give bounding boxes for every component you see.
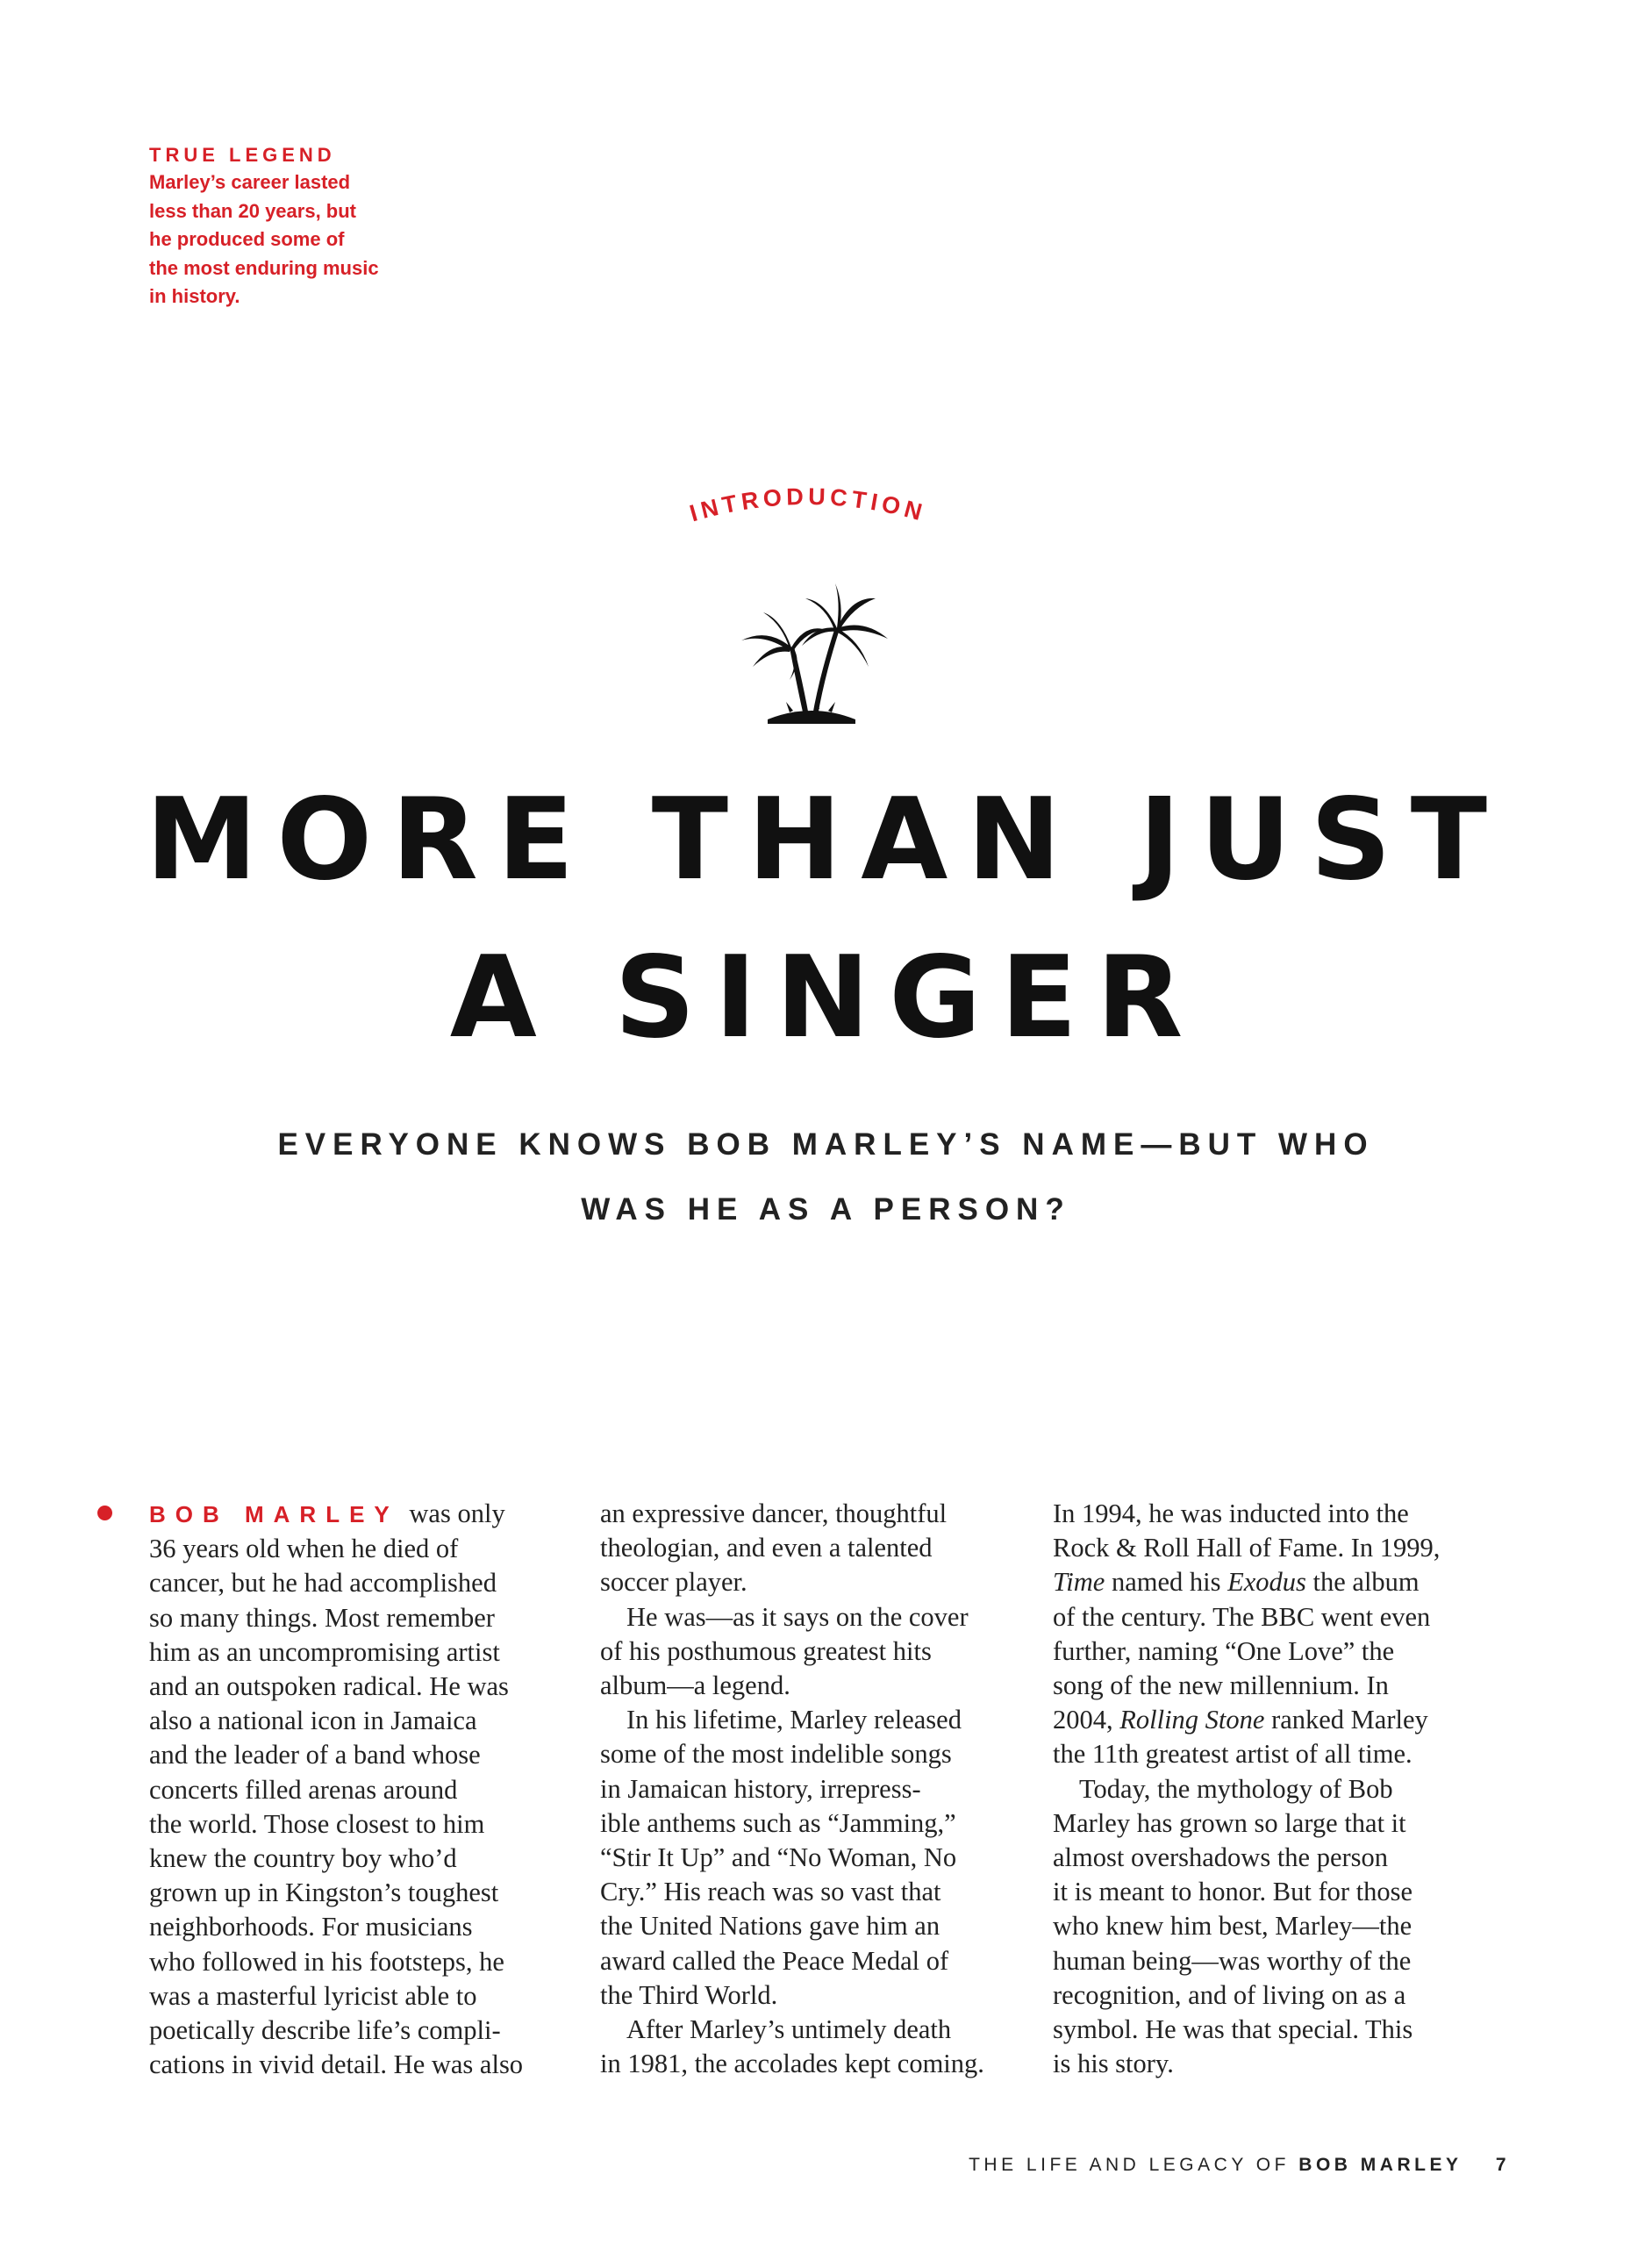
caption-line: Marley’s career lasted bbox=[149, 171, 351, 193]
text-line: In 1994, he was inducted into the bbox=[1053, 1499, 1409, 1528]
text-line: In his lifetime, Marley released bbox=[626, 1705, 962, 1735]
running-footer bbox=[969, 2155, 1510, 2176]
text-line: who knew him best, Marley—the bbox=[1053, 1911, 1412, 1942]
text-line: almost overshadows the person bbox=[1053, 1842, 1389, 1873]
page-number: 7 bbox=[1495, 2155, 1510, 2175]
text-line: soccer player. bbox=[600, 1567, 747, 1598]
text-line: cancer, but he had accomplished bbox=[149, 1568, 497, 1599]
text-line: song of the new millennium. In bbox=[1053, 1670, 1389, 1701]
text-line: in Jamaican history, irrepress- bbox=[600, 1773, 921, 1804]
text-line: some of the most indelible songs bbox=[600, 1739, 952, 1770]
footer-title: THE LIFE AND LEGACY OF bbox=[969, 2155, 1290, 2175]
text-line: Cry.” His reach was so vast that bbox=[600, 1877, 941, 1907]
text-line: 36 years old when he died of bbox=[149, 1534, 459, 1564]
text-line: Today, the mythology of Bob bbox=[1079, 1773, 1393, 1804]
article-body bbox=[0, 1497, 1652, 2093]
text-line: recognition, and of living on as a bbox=[1053, 1979, 1406, 2010]
text-line: Rock & Roll Hall of Fame. In 1999, bbox=[1053, 1533, 1441, 1563]
text-line: of the century. The BBC went even bbox=[1053, 1601, 1431, 1632]
text-line: After Marley’s untimely death bbox=[626, 2014, 952, 2045]
text-line: grown up in Kingston’s toughest bbox=[149, 1878, 499, 1908]
text-line: the world. Those closest to him bbox=[149, 1808, 485, 1839]
text-line: the 11th greatest artist of all time. bbox=[1053, 1739, 1412, 1770]
text-line: He was—as it says on the cover bbox=[626, 1601, 969, 1632]
text-line: cations in vivid detail. He was also bbox=[149, 2049, 524, 2080]
publication-title: Rolling Stone bbox=[1119, 1705, 1265, 1735]
album-title: Exodus bbox=[1227, 1567, 1306, 1598]
text-line: in 1981, the accolades kept coming. bbox=[600, 2049, 984, 2079]
text-line bbox=[1053, 1565, 1483, 1599]
publication-title: Time bbox=[1053, 1567, 1105, 1598]
text-line: “Stir It Up” and “No Woman, No bbox=[600, 1842, 957, 1873]
palm-trees-icon bbox=[728, 579, 895, 728]
text-line: and an outspoken radical. He was bbox=[149, 1671, 509, 1702]
subheadline bbox=[0, 1112, 1652, 1242]
headline-line-2: A SINGER bbox=[449, 933, 1203, 1063]
text-line: ible anthems such as “Jamming,” bbox=[600, 1807, 956, 1838]
text-line: of his posthumous greatest hits bbox=[600, 1635, 932, 1666]
text-line: neighborhoods. For musicians bbox=[149, 1912, 473, 1942]
text-line: human being—was worthy of the bbox=[1053, 1945, 1412, 1976]
text-line: album—a legend. bbox=[600, 1670, 790, 1701]
text-line: knew the country boy who’d bbox=[149, 1843, 457, 1874]
text-line bbox=[149, 1497, 579, 1532]
section-label-text: INTRODUCTION bbox=[686, 483, 929, 527]
photo-caption bbox=[149, 142, 430, 311]
subhead-line-2: WAS HE AS A PERSON? bbox=[581, 1192, 1071, 1227]
text-line: also a national icon in Jamaica bbox=[149, 1706, 477, 1736]
text-line: him as an uncompromising artist bbox=[149, 1636, 500, 1667]
subhead-line-1: EVERYONE KNOWS BOB MARLEY’S NAME—BUT WHO bbox=[277, 1127, 1375, 1162]
text-line: symbol. He was that special. This bbox=[1053, 2014, 1413, 2045]
caption-line: the most enduring music bbox=[149, 256, 379, 279]
text-line: who followed in his footsteps, he bbox=[149, 1946, 504, 1977]
text-line: the Third World. bbox=[600, 1979, 778, 2010]
lead-name: BOB MARLEY bbox=[149, 1501, 399, 1527]
text-line: the United Nations gave him an bbox=[600, 1911, 940, 1942]
headline-line-1: MORE THAN JUST bbox=[146, 775, 1506, 905]
text-fragment: the album bbox=[1305, 1567, 1420, 1598]
text-line: was a masterful lyricist able to bbox=[149, 1980, 477, 2011]
caption-text bbox=[149, 168, 430, 311]
text-line: concerts filled arenas around bbox=[149, 1774, 458, 1805]
text-line: Marley has grown so large that it bbox=[1053, 1807, 1406, 1838]
column-1 bbox=[149, 1497, 579, 2082]
text-line: so many things. Most remember bbox=[149, 1602, 495, 1633]
headline bbox=[0, 762, 1652, 1077]
caption-line: in history. bbox=[149, 285, 240, 307]
text-line: award called the Peace Medal of bbox=[600, 1945, 949, 1976]
caption-line: less than 20 years, but bbox=[149, 199, 356, 222]
footer-title-bold: BOB MARLEY bbox=[1298, 2155, 1462, 2175]
caption-line: he produced some of bbox=[149, 228, 345, 250]
column-3 bbox=[1053, 1497, 1483, 2081]
lead-text: was only bbox=[409, 1499, 505, 1528]
text-line: and the leader of a band whose bbox=[149, 1740, 481, 1770]
text-fragment: 2004, bbox=[1053, 1705, 1120, 1735]
text-fragment: ranked Marley bbox=[1264, 1705, 1428, 1735]
column-2 bbox=[600, 1497, 1030, 2081]
text-line: further, naming “One Love” the bbox=[1053, 1635, 1395, 1666]
text-line: an expressive dancer, thoughtful bbox=[600, 1499, 948, 1528]
text-line: theologian, and even a talented bbox=[600, 1533, 933, 1563]
text-line: poetically describe life’s compli- bbox=[149, 2015, 501, 2046]
text-line: is his story. bbox=[1053, 2049, 1174, 2079]
text-line bbox=[1053, 1703, 1483, 1737]
text-line: it is meant to honor. But for those bbox=[1053, 1877, 1413, 1907]
text-fragment: named his bbox=[1105, 1567, 1228, 1598]
section-label bbox=[650, 478, 966, 540]
caption-label: TRUE LEGEND bbox=[149, 144, 336, 166]
